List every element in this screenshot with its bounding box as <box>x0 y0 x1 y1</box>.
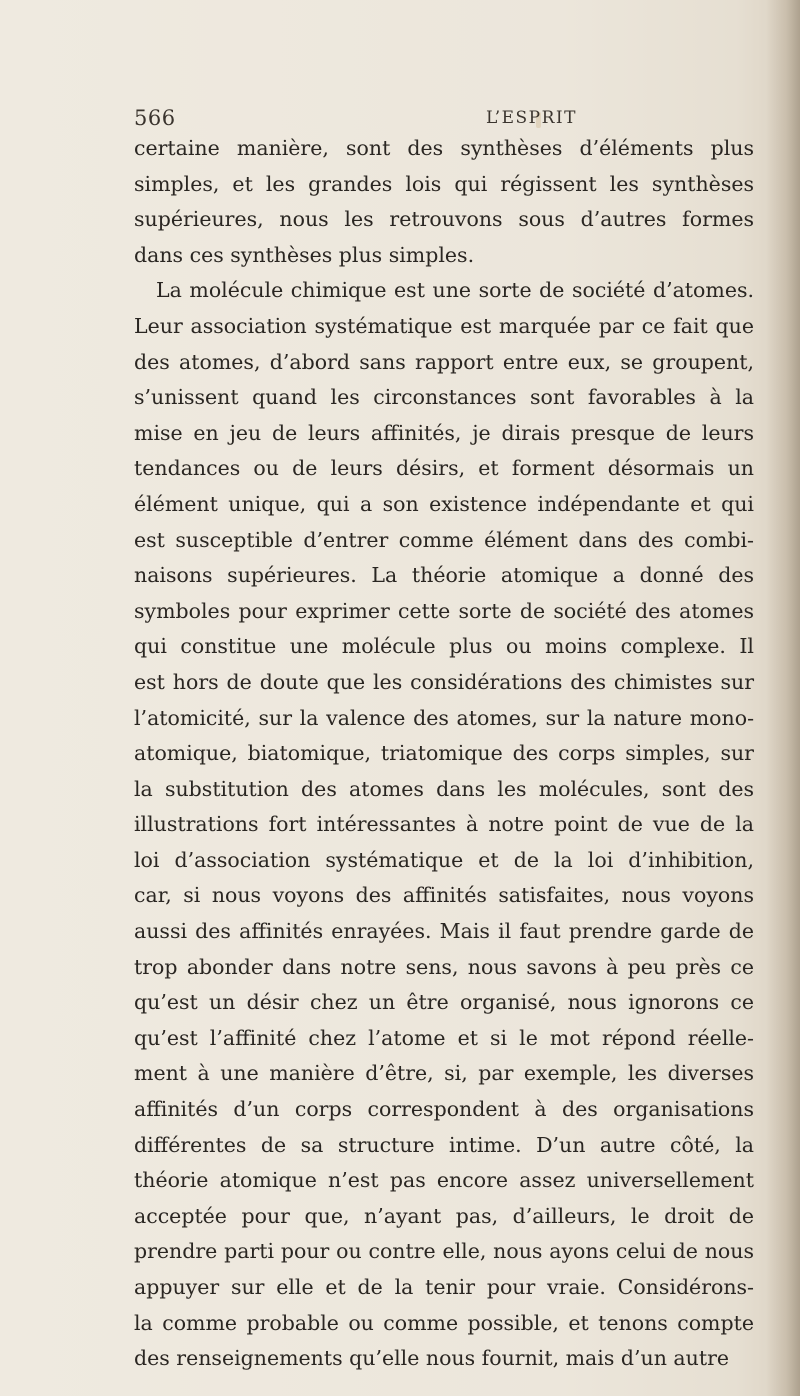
text-line: différentes de sa structure intime. D’un autre côté, la <box>134 1132 754 1157</box>
page-edge-shadow <box>766 0 800 1396</box>
text-line: prendre parti pour ou contre elle, nous ayons celui de nous <box>134 1239 754 1264</box>
text-line: trop abonder dans notre sens, nous savons à peu près ce <box>134 954 754 979</box>
text-line: théorie atomique n’est pas encore assez universellement <box>134 1168 754 1193</box>
text-line: dans ces synthèses plus simples. <box>134 242 475 267</box>
text-line: illustrations fort intéressantes à notre point de vue de la <box>134 812 754 837</box>
text-line: s’unissent quand les circonstances sont favorables à la <box>134 385 754 410</box>
text-line: simples, et les grandes lois qui régissent les synthèses <box>134 171 754 196</box>
text-line: Leur association systématique est marquée par ce fait que <box>134 313 754 338</box>
text-line: La molécule chimique est une sorte de société d’atomes. <box>156 278 754 303</box>
text-line: l’atomicité, sur la valence des atomes, sur la nature mono- <box>134 705 754 730</box>
text-line: loi d’association systématique et de la loi d’inhibition, <box>134 847 754 872</box>
text-line: est susceptible d’entrer comme élément dans des combi- <box>134 527 754 552</box>
text-line: des renseignements qu’elle nous fournit, mais d’un autre <box>134 1346 730 1371</box>
text-line: est hors de doute que les considérations des chimistes sur <box>134 669 754 694</box>
running-head: L’ESPRIT <box>486 108 577 128</box>
text-line: supérieures, nous les retrouvons sous d’autres formes <box>134 207 754 232</box>
text-line: qu’est un désir chez un être organisé, nous ignorons ce <box>134 990 754 1015</box>
text-line: élément unique, qui a son existence indépendante et qui <box>134 491 754 516</box>
text-line: la substitution des atomes dans les molécules, sont des <box>134 776 754 801</box>
text-line: tendances ou de leurs désirs, et forment désormais un <box>134 456 754 481</box>
text-line: car, si nous voyons des affinités satisfaites, nous voyons <box>134 883 754 908</box>
text-line: ment à une manière d’être, si, par exemple, les diverses <box>134 1061 754 1086</box>
page-number: 566 <box>134 106 176 130</box>
text-line: des atomes, d’abord sans rapport entre eux, se groupent, <box>134 349 754 374</box>
text-line: acceptée pour que, n’ayant pas, d’ailleurs, le droit de <box>134 1203 754 1228</box>
text-line: mise en jeu de leurs affinités, je dirais presque de leurs <box>134 420 754 445</box>
text-line: naisons supérieures. La théorie atomique a donné des <box>134 563 754 588</box>
text-line: aussi des affinités enrayées. Mais il faut prendre garde de <box>134 919 754 944</box>
text-line: certaine manière, sont des synthèses d’éléments plus <box>134 136 754 160</box>
text-line: affinités d’un corps correspondent à des organisations <box>134 1097 754 1122</box>
text-line: symboles pour exprimer cette sorte de société des atomes <box>134 598 754 623</box>
text-line: atomique, biatomique, triatomique des corps simples, sur <box>134 741 754 766</box>
text-line: qui constitue une molécule plus ou moins complexe. Il <box>134 634 754 659</box>
text-line: appuyer sur elle et de la tenir pour vraie. Considérons- <box>134 1275 754 1299</box>
body-text <box>134 131 754 1377</box>
text-line: qu’est l’affinité chez l’atome et si le mot répond réelle- <box>134 1025 754 1050</box>
text-line: la comme probable ou comme possible, et tenons compte <box>134 1310 754 1335</box>
